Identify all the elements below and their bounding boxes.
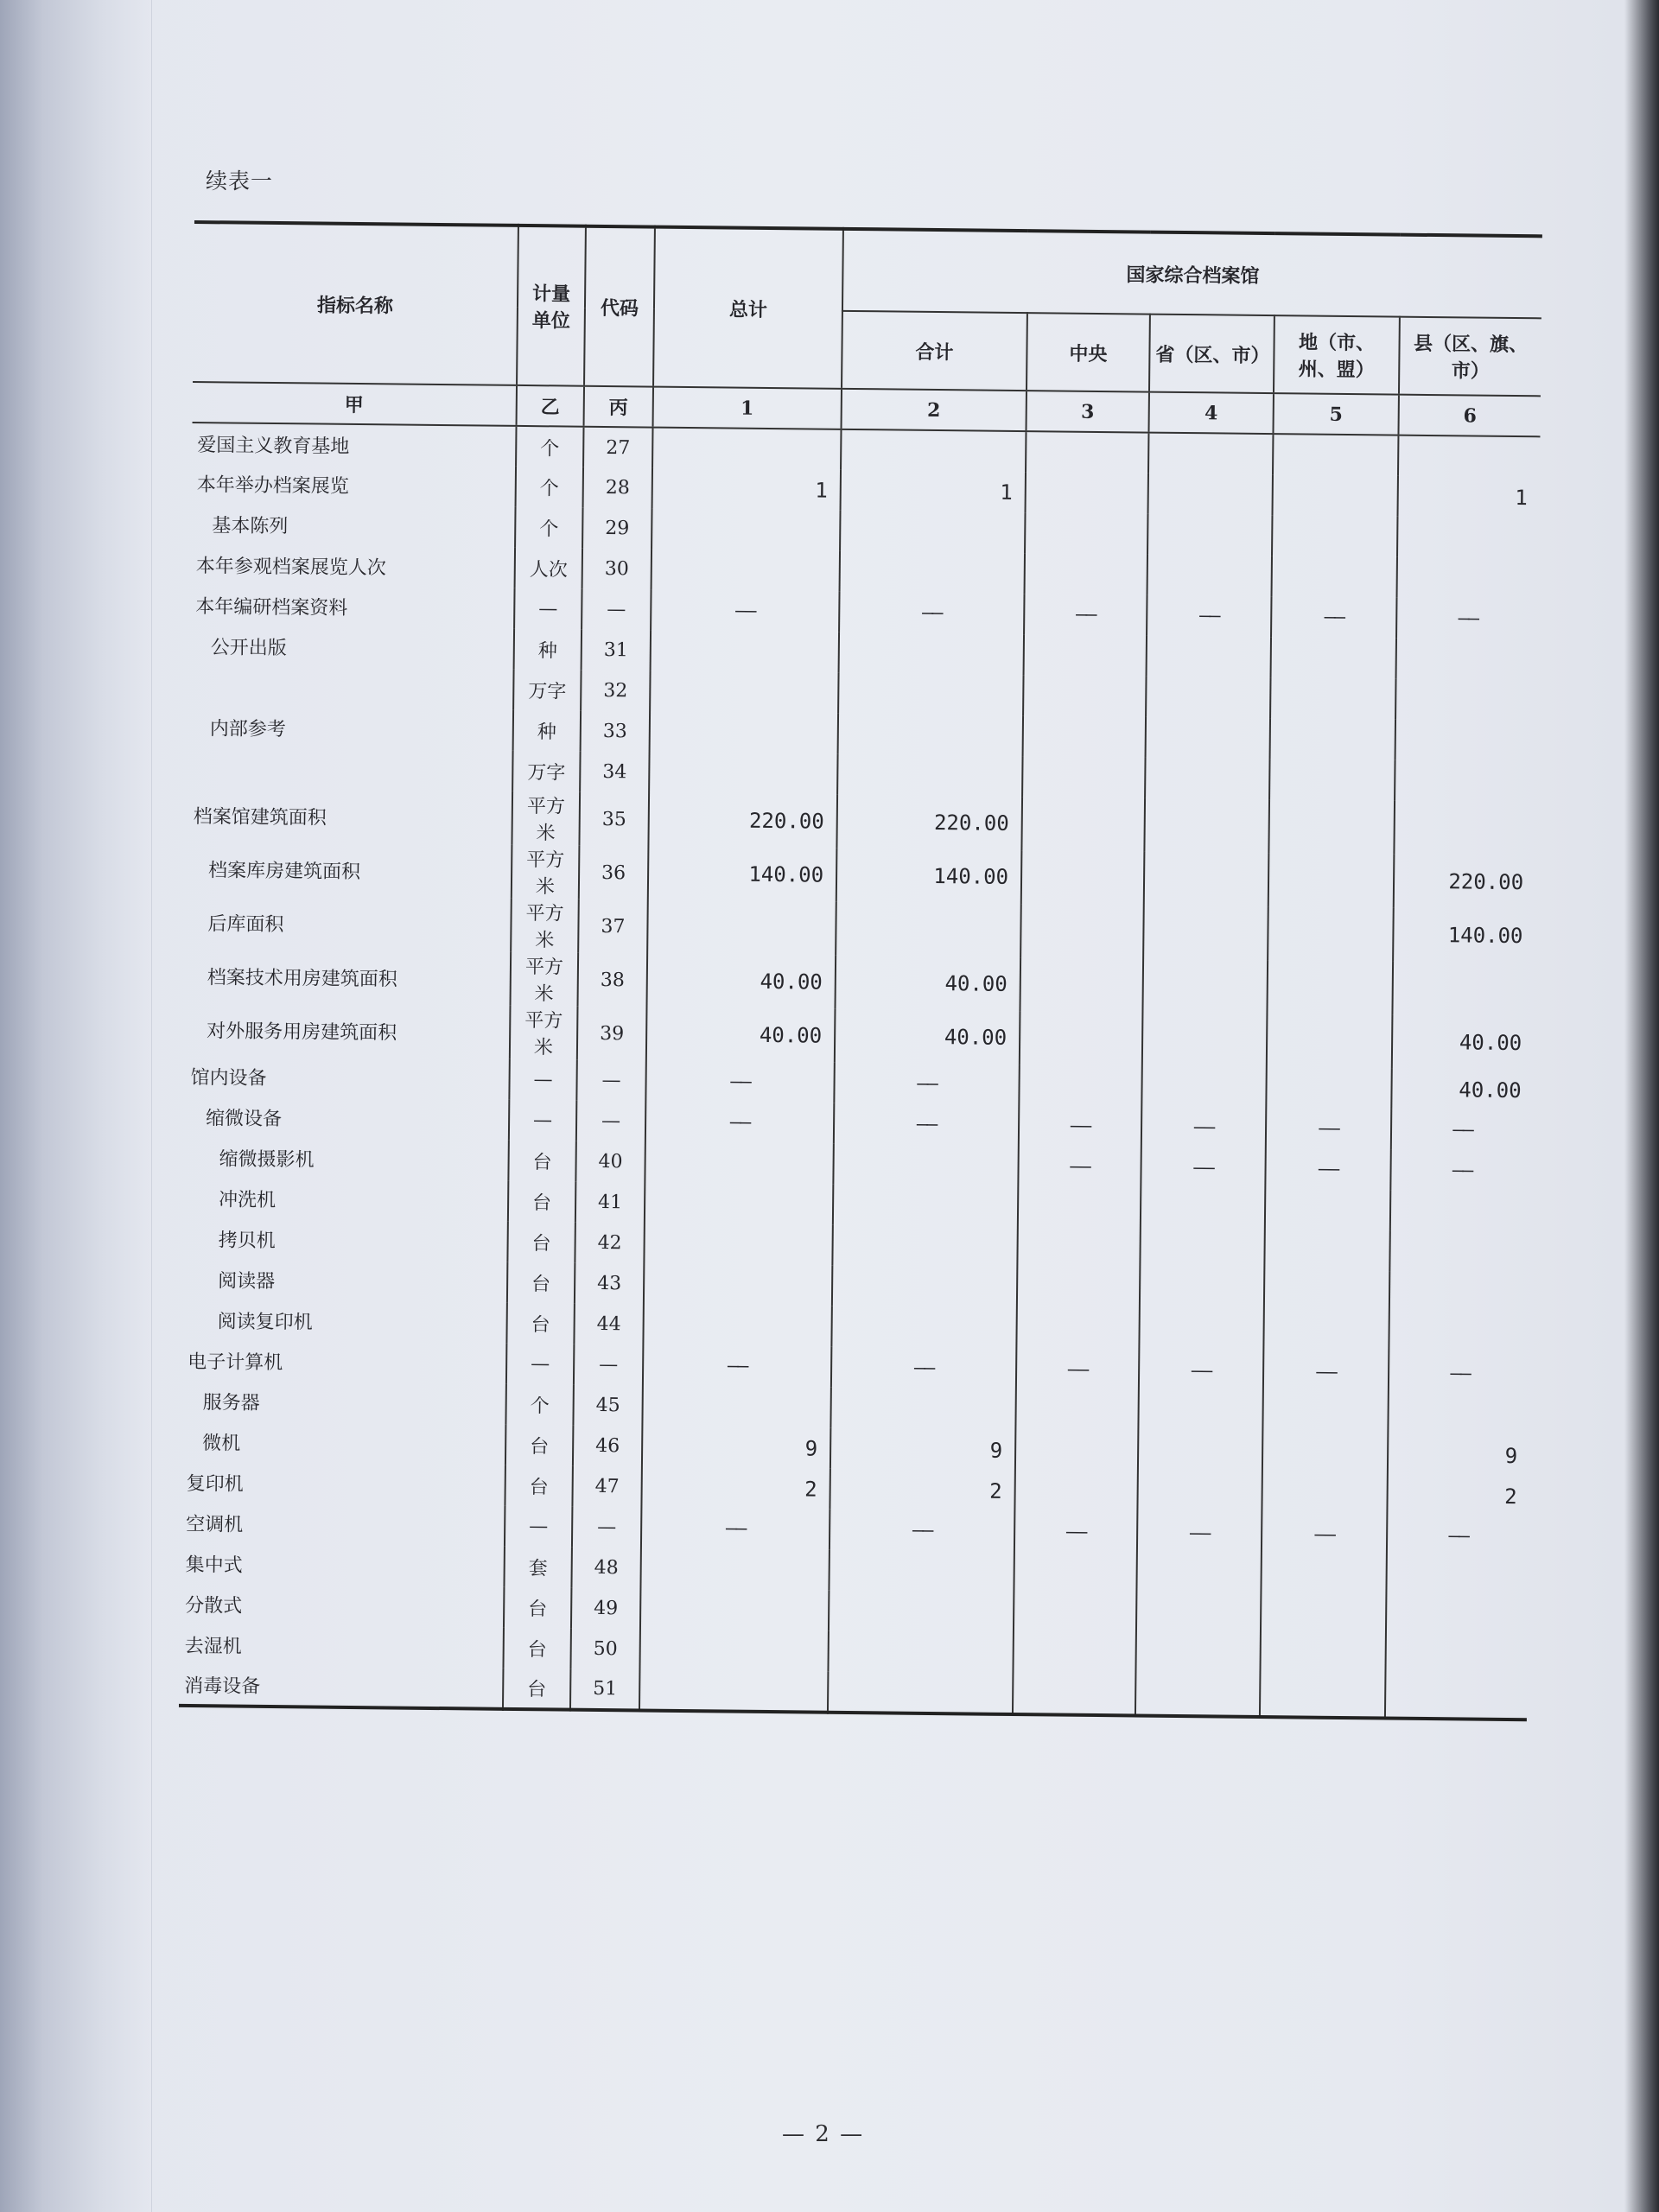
header-col-county: 县（区、旗、市） <box>1399 317 1541 397</box>
row-indicator-name: 复印机 <box>186 1472 244 1496</box>
row-code: 34 <box>580 752 649 793</box>
row-value-col-1: 220.00 <box>648 793 837 849</box>
row-value-col-6 <box>1396 639 1539 681</box>
row-value-col-5 <box>1270 677 1395 720</box>
row-value-col-5 <box>1273 434 1398 476</box>
row-value-col-6: —— <box>1391 1109 1534 1152</box>
row-value-col-3 <box>1021 797 1145 851</box>
row-value-col-6: —— <box>1390 1150 1533 1192</box>
row-value-col-2 <box>839 632 1024 675</box>
row-code: 33 <box>581 711 650 753</box>
row-value-col-3 <box>1020 957 1143 1012</box>
row-value-col-3 <box>1024 634 1147 676</box>
row-indicator-name: 阅读器 <box>218 1270 276 1294</box>
row-code: 40 <box>575 1141 645 1183</box>
marker-1: 1 <box>653 387 842 429</box>
header-unit: 计量单位 <box>517 226 586 386</box>
row-value-col-4 <box>1146 677 1270 719</box>
row-indicator-name: 集中式 <box>185 1554 243 1577</box>
row-code: — <box>582 589 651 631</box>
row-value-col-2 <box>832 1266 1017 1308</box>
row-value-col-1: 140.00 <box>648 847 837 902</box>
row-value-col-5 <box>1268 799 1395 855</box>
row-value-col-5 <box>1268 906 1394 962</box>
row-code: 44 <box>574 1304 643 1345</box>
row-value-col-3 <box>1017 1227 1140 1268</box>
row-unit: 平方米 <box>511 952 579 1007</box>
row-value-col-4 <box>1137 1472 1262 1515</box>
row-code: 38 <box>577 953 647 1007</box>
row-value-col-3 <box>1023 675 1146 716</box>
row-value-col-4 <box>1142 1013 1268 1068</box>
row-indicator-name: 本年举办档案展览 <box>196 474 349 498</box>
row-value-col-2 <box>837 754 1022 797</box>
row-unit: 台 <box>503 1669 570 1710</box>
row-value-col-6: —— <box>1389 1353 1531 1395</box>
row-value-col-5 <box>1263 1311 1389 1353</box>
row-code: — <box>576 1101 645 1142</box>
row-code: 48 <box>571 1548 640 1589</box>
row-indicator-name: 电子计算机 <box>188 1351 283 1375</box>
page-number: — 2 — <box>782 2121 865 2147</box>
marker-6: 6 <box>1398 395 1541 437</box>
row-indicator-name: 爱国主义教育基地 <box>197 434 350 458</box>
row-value-col-4 <box>1143 906 1268 961</box>
row-value-col-4: —— <box>1137 1513 1262 1555</box>
row-value-col-3: —— <box>1014 1511 1137 1553</box>
row-value-col-5: —— <box>1266 1108 1391 1150</box>
row-value-col-6 <box>1397 557 1540 600</box>
row-value-col-2 <box>838 673 1023 715</box>
row-unit: 套 <box>504 1547 571 1588</box>
row-indicator-name: 分散式 <box>185 1594 243 1618</box>
row-value-col-1 <box>650 671 838 714</box>
row-code: 43 <box>575 1263 644 1305</box>
row-value-col-4 <box>1139 1310 1263 1352</box>
row-value-col-6 <box>1385 1637 1528 1680</box>
marker-yi: 乙 <box>517 385 584 427</box>
row-value-col-3 <box>1025 553 1147 594</box>
row-value-col-3: —— <box>1016 1349 1139 1390</box>
row-value-col-6 <box>1398 435 1541 478</box>
row-indicator-name: 空调机 <box>186 1513 244 1536</box>
row-value-col-3 <box>1026 431 1148 473</box>
row-value-col-1 <box>639 1629 828 1671</box>
row-value-col-6 <box>1389 1313 1531 1355</box>
marker-jia: 甲 <box>193 382 517 426</box>
row-value-col-2 <box>840 551 1025 594</box>
row-unit: — <box>509 1100 576 1141</box>
row-value-col-4 <box>1141 1066 1266 1109</box>
row-value-col-2 <box>833 1144 1018 1186</box>
row-value-col-6: 9 <box>1388 1434 1530 1477</box>
row-code: 28 <box>583 467 652 509</box>
row-unit: 台 <box>508 1141 575 1182</box>
row-value-col-4 <box>1136 1554 1261 1596</box>
row-value-col-1 <box>652 550 840 592</box>
row-unit: 种 <box>514 629 582 671</box>
row-indicator-name: 微机 <box>202 1433 241 1455</box>
row-value-col-4 <box>1142 959 1268 1014</box>
row-unit: 台 <box>508 1181 575 1223</box>
row-code: 39 <box>577 1007 647 1061</box>
row-value-col-4 <box>1145 758 1269 800</box>
marker-4: 4 <box>1148 392 1273 435</box>
row-value-col-2: —— <box>839 592 1024 634</box>
row-value-col-1 <box>652 428 841 470</box>
row-indicator-name: 后库面积 <box>207 912 284 936</box>
row-value-col-1 <box>652 509 840 551</box>
row-value-col-1: 40.00 <box>646 954 836 1009</box>
row-value-col-2: 2 <box>830 1469 1014 1511</box>
row-value-col-2: 220.00 <box>836 795 1022 850</box>
row-value-col-4 <box>1136 1594 1261 1637</box>
row-unit: 台 <box>505 1465 572 1507</box>
header-indicator-name: 指标名称 <box>193 222 518 385</box>
row-unit: 平方米 <box>510 1006 578 1060</box>
row-indicator-name: 基本陈列 <box>212 515 289 538</box>
row-indicator-name: 服务器 <box>202 1392 260 1414</box>
row-value-col-2 <box>841 429 1026 472</box>
row-value-col-3 <box>1014 1471 1137 1512</box>
marker-5: 5 <box>1273 393 1398 435</box>
row-indicator-name: 本年参观档案展览人次 <box>195 556 386 580</box>
row-value-col-5 <box>1268 853 1395 908</box>
row-unit: 人次 <box>515 548 582 589</box>
row-code: 45 <box>573 1385 642 1427</box>
row-code: 42 <box>575 1223 644 1264</box>
row-code: 32 <box>581 671 650 712</box>
row-value-col-1 <box>647 900 836 956</box>
row-value-col-2: —— <box>830 1510 1014 1552</box>
row-code: — <box>572 1507 641 1548</box>
book-binding <box>0 0 152 2212</box>
row-indicator-name: 冲洗机 <box>218 1189 276 1212</box>
row-value-col-1 <box>644 1264 832 1306</box>
row-value-col-2 <box>833 1185 1018 1227</box>
row-value-col-6 <box>1386 1556 1529 1599</box>
row-value-col-6: 40.00 <box>1391 1069 1534 1111</box>
row-value-col-2 <box>838 714 1023 756</box>
row-code: — <box>574 1344 643 1386</box>
row-value-col-1 <box>643 1305 831 1347</box>
marker-bing: 丙 <box>584 386 653 428</box>
row-unit: 万字 <box>512 751 580 792</box>
row-value-col-4 <box>1147 514 1272 556</box>
row-value-col-5 <box>1272 474 1397 517</box>
row-value-col-1 <box>640 1548 829 1590</box>
row-value-col-2 <box>836 902 1021 957</box>
row-code: 35 <box>579 792 649 847</box>
table-body <box>179 423 1541 1719</box>
header-total: 总计 <box>653 227 843 389</box>
row-value-col-6 <box>1395 760 1537 803</box>
row-code: 41 <box>575 1182 645 1224</box>
row-value-col-6 <box>1397 517 1540 559</box>
row-value-col-5: —— <box>1265 1148 1390 1191</box>
row-value-col-1 <box>651 631 839 673</box>
row-code: 31 <box>582 630 651 671</box>
row-indicator-name: 缩微摄影机 <box>219 1148 315 1172</box>
row-code: 37 <box>578 899 648 954</box>
row-unit: 平方米 <box>512 791 580 846</box>
row-value-col-2 <box>831 1306 1016 1349</box>
row-unit: — <box>514 588 582 630</box>
row-value-col-6: —— <box>1396 598 1539 640</box>
row-value-col-4 <box>1140 1269 1264 1312</box>
row-value-col-4 <box>1141 1188 1265 1230</box>
row-value-col-4: —— <box>1141 1107 1266 1149</box>
row-indicator-name: 缩微设备 <box>205 1108 283 1131</box>
row-value-col-2: 40.00 <box>835 1009 1020 1065</box>
row-value-col-6 <box>1390 1191 1533 1233</box>
row-value-col-3 <box>1026 472 1148 513</box>
row-unit: — <box>506 1344 574 1385</box>
row-value-col-3: —— <box>1018 1146 1141 1187</box>
row-value-col-2: 9 <box>830 1428 1015 1471</box>
row-value-col-3 <box>1015 1389 1138 1431</box>
row-value-col-1 <box>640 1588 829 1630</box>
row-value-col-1: 1 <box>652 468 841 511</box>
row-value-col-2: —— <box>834 1103 1019 1146</box>
row-value-col-4 <box>1135 1635 1260 1677</box>
row-value-col-2 <box>829 1591 1014 1633</box>
row-value-col-4 <box>1138 1391 1262 1433</box>
row-value-col-5: —— <box>1263 1351 1389 1394</box>
row-code: 29 <box>582 508 652 550</box>
row-value-col-6 <box>1386 1597 1529 1639</box>
row-value-col-6: —— <box>1387 1516 1529 1558</box>
row-value-col-2: 1 <box>841 470 1026 512</box>
row-value-col-1 <box>650 712 838 754</box>
row-code: 36 <box>579 846 649 900</box>
row-value-col-4 <box>1147 555 1272 597</box>
header-col-central: 中央 <box>1027 313 1150 391</box>
row-value-col-3 <box>1020 1011 1143 1065</box>
row-value-col-3 <box>1016 1308 1139 1350</box>
row-value-col-2 <box>832 1225 1017 1268</box>
row-code: 51 <box>570 1669 639 1711</box>
row-unit: 个 <box>515 507 582 549</box>
row-value-col-2 <box>829 1550 1014 1592</box>
row-value-col-6 <box>1389 1272 1532 1314</box>
row-value-col-3: —— <box>1024 594 1147 635</box>
row-indicator-name: 本年编研档案资料 <box>195 596 348 620</box>
row-value-col-3 <box>1023 715 1146 757</box>
row-value-col-5 <box>1272 515 1397 557</box>
row-code: 30 <box>582 549 652 590</box>
row-indicator-name <box>188 747 512 791</box>
statistics-table <box>179 220 1542 1721</box>
row-value-col-1 <box>642 1386 830 1428</box>
row-value-col-3 <box>1013 1674 1135 1715</box>
row-value-col-2: 140.00 <box>836 849 1022 904</box>
row-value-col-4 <box>1147 636 1271 678</box>
marker-2: 2 <box>842 389 1027 431</box>
row-indicator-name: 档案馆建筑面积 <box>193 805 327 830</box>
row-value-col-5 <box>1261 1595 1386 1637</box>
row-value-col-1: —— <box>651 590 839 632</box>
row-code: 46 <box>573 1426 642 1467</box>
row-value-col-2 <box>840 511 1025 553</box>
header-col-province: 省（区、市） <box>1149 315 1274 394</box>
row-value-col-6 <box>1392 962 1535 1017</box>
row-value-col-4 <box>1146 717 1270 760</box>
row-indicator-name: 消毒设备 <box>184 1675 261 1698</box>
row-unit: 万字 <box>513 670 581 711</box>
row-value-col-3 <box>1014 1552 1136 1593</box>
row-value-col-2: —— <box>831 1347 1016 1389</box>
row-value-col-1 <box>649 753 837 795</box>
row-value-col-4 <box>1138 1432 1262 1474</box>
row-indicator-name: 馆内设备 <box>190 1067 267 1090</box>
row-indicator-name: 公开出版 <box>210 637 287 660</box>
row-value-col-5 <box>1267 1014 1393 1069</box>
row-unit: 台 <box>505 1425 573 1466</box>
row-value-col-3 <box>1013 1633 1135 1675</box>
row-unit: 台 <box>503 1628 570 1669</box>
row-value-col-5 <box>1269 759 1395 801</box>
row-value-col-5 <box>1260 1636 1385 1678</box>
row-indicator-name: 内部参考 <box>209 718 286 741</box>
row-value-col-4 <box>1135 1675 1260 1718</box>
row-value-col-4 <box>1148 433 1273 475</box>
row-value-col-6 <box>1388 1394 1530 1436</box>
row-value-col-5 <box>1270 718 1395 760</box>
row-value-col-3 <box>1015 1430 1138 1471</box>
row-value-col-4: —— <box>1147 595 1271 638</box>
row-unit: — <box>509 1059 576 1101</box>
row-value-col-6: 40.00 <box>1392 1015 1535 1071</box>
row-value-col-5 <box>1262 1473 1387 1516</box>
row-value-col-3 <box>1018 1186 1141 1228</box>
row-value-col-5 <box>1272 556 1397 598</box>
row-value-col-4 <box>1148 474 1273 516</box>
row-value-col-6: 140.00 <box>1393 908 1535 963</box>
row-unit: 个 <box>505 1384 573 1426</box>
row-value-col-5 <box>1265 1189 1390 1231</box>
row-value-col-5 <box>1260 1676 1385 1719</box>
row-unit: 平方米 <box>511 899 579 953</box>
row-value-col-6: 2 <box>1387 1475 1529 1517</box>
row-value-col-5 <box>1271 637 1396 679</box>
row-value-col-5 <box>1262 1433 1388 1475</box>
row-value-col-2: —— <box>834 1063 1019 1105</box>
row-value-col-6 <box>1395 679 1538 721</box>
row-value-col-5: —— <box>1262 1514 1387 1556</box>
row-unit: 台 <box>504 1587 571 1629</box>
row-unit: — <box>505 1506 572 1548</box>
row-code: 27 <box>583 427 652 468</box>
sheet-title: 续表一 <box>206 168 274 194</box>
row-value-col-1 <box>645 1142 833 1185</box>
row-value-col-1: —— <box>645 1061 834 1103</box>
row-value-col-2 <box>828 1631 1013 1674</box>
row-indicator-name: 档案库房建筑面积 <box>207 859 361 883</box>
header-group: 国家综合档案馆 <box>842 229 1542 318</box>
row-value-col-5 <box>1266 1067 1391 1109</box>
row-value-col-3 <box>1022 756 1145 798</box>
row-value-col-6 <box>1385 1678 1528 1720</box>
row-value-col-1: 2 <box>641 1467 830 1510</box>
row-indicator-name: 去湿机 <box>184 1635 242 1658</box>
row-unit: 台 <box>507 1222 575 1263</box>
row-value-col-6 <box>1395 720 1538 762</box>
row-code: 47 <box>572 1466 641 1508</box>
statistics-table-wrap <box>179 220 1542 1721</box>
row-value-col-6 <box>1394 801 1536 856</box>
row-value-col-6: 1 <box>1397 476 1540 518</box>
row-value-col-3 <box>1017 1268 1140 1309</box>
row-value-col-3 <box>1019 1065 1141 1106</box>
row-value-col-3 <box>1020 904 1144 958</box>
row-value-col-1 <box>644 1224 832 1266</box>
row-code: — <box>576 1060 645 1102</box>
page-edge-shadow <box>1624 0 1659 2212</box>
row-unit: 台 <box>506 1303 574 1344</box>
row-value-col-4 <box>1144 798 1269 854</box>
row-value-col-5 <box>1262 1392 1388 1434</box>
row-unit: 个 <box>516 467 583 508</box>
row-value-col-3 <box>1021 850 1145 905</box>
row-unit: 个 <box>516 426 583 467</box>
header-col-prefecture: 地（市、州、盟） <box>1274 315 1400 395</box>
row-value-col-6: 220.00 <box>1394 855 1536 910</box>
row-value-col-1: 40.00 <box>646 1007 836 1063</box>
row-indicator-name: 阅读复印机 <box>217 1311 313 1334</box>
row-value-col-4: —— <box>1139 1351 1263 1393</box>
row-value-col-3 <box>1014 1592 1136 1634</box>
row-value-col-3: —— <box>1019 1105 1141 1147</box>
row-value-col-5 <box>1267 960 1393 1015</box>
row-value-col-6 <box>1389 1231 1532 1274</box>
row-code: 50 <box>570 1629 639 1670</box>
row-value-col-1: —— <box>645 1102 834 1144</box>
row-indicator-name: 拷贝机 <box>218 1230 276 1253</box>
row-value-col-4 <box>1144 852 1269 907</box>
row-value-col-3 <box>1025 512 1147 554</box>
row-value-col-1: —— <box>641 1508 830 1550</box>
row-unit: 种 <box>513 710 581 752</box>
row-value-col-2 <box>828 1672 1013 1714</box>
row-value-col-5 <box>1264 1230 1389 1272</box>
row-value-col-1: —— <box>643 1345 831 1388</box>
row-value-col-2: 40.00 <box>835 956 1020 1011</box>
header-col-subtotal: 合计 <box>842 311 1027 391</box>
row-value-col-1 <box>639 1669 828 1712</box>
row-value-col-2 <box>830 1388 1015 1430</box>
row-value-col-5 <box>1261 1554 1386 1597</box>
row-unit: 台 <box>507 1262 575 1304</box>
header-code: 代码 <box>584 226 655 387</box>
row-value-col-5 <box>1264 1270 1389 1313</box>
row-value-col-1 <box>645 1183 833 1225</box>
row-code: 49 <box>571 1588 640 1630</box>
row-value-col-4 <box>1140 1229 1264 1271</box>
row-value-col-4: —— <box>1141 1147 1265 1190</box>
row-unit: 平方米 <box>512 845 580 899</box>
row-indicator-name: 档案技术用房建筑面积 <box>207 966 397 991</box>
row-value-col-1: 9 <box>642 1427 830 1469</box>
row-indicator-name: 对外服务用房建筑面积 <box>207 1020 397 1045</box>
marker-3: 3 <box>1026 391 1148 432</box>
row-indicator-name <box>189 666 513 710</box>
row-value-col-5: —— <box>1271 596 1396 639</box>
